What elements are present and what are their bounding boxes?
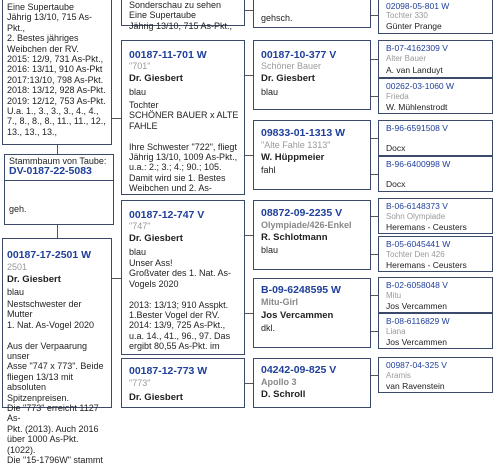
mother-name: 2501 [7,262,28,272]
anc-4-ring: B-96-6591508 V [386,123,448,133]
connector [371,375,378,376]
anc-5-ring: B-96-6400998 W [386,159,451,169]
connector [371,331,378,332]
dam-773-owner: Dr. Giesbert [129,392,183,403]
anc-8-ring: B-02-6058048 V [386,280,448,290]
sire-747-owner: Dr. Giesbert [129,233,183,244]
anc-1 [378,0,493,34]
schoener-bauer-box [253,40,371,110]
anc-3-ring: 00262-03-1060 W [386,81,455,91]
olympiade-enkel-name: Olympiade/426-Enkel [261,220,352,230]
connector [245,10,253,11]
mother-owner: Dr. Giesbert [7,274,61,285]
dam-773-ring: 00187-12-773 W [129,365,208,377]
anc-2-owner: A. van Landuyt [386,65,443,75]
anc-8-name: Mitu [386,291,402,300]
olympiade-enkel-owner: R. Schlotmann [261,232,328,243]
dam-701-name: "701" [129,61,151,71]
anc-2-name: Alter Bauer [386,54,427,63]
anc-6-owner: Heremans - Ceusters [386,222,467,232]
divider [5,180,113,181]
anc-1-name: Tochter 330 [386,11,428,20]
anc-6 [378,198,493,234]
top-notes: Sonderschau zu sehen Eine Supertaube Jährig 13/10, 715 As-Pkt., [129,0,233,31]
stammbaum-label: Stammbaum von Taube: [9,156,107,166]
subject-sex: geh. [9,204,27,214]
dam-773-box [121,358,245,408]
dam-701-owner: Dr. Giesbert [129,73,183,84]
alte-fahle-owner: W. Hüppmeier [261,152,325,163]
connector [245,383,253,384]
anc-3-name: Frieda [386,92,409,101]
anc-8-owner: Jos Vercammen [386,301,447,311]
apollo-box [253,358,371,408]
dam-701-notes: Tochter SCHÖNER BAUER x ALTE FAHLE Ihre Schwester "722", fliegt Jährig 13/10, 1009 As-Pkt., u.a.: 2.; 3.; 4.; 90.; 105. Damit wird sie 1. Bestes Weibchen und 2. As- [129,100,239,194]
alte-fahle-ring: 09833-01-1313 W [261,127,346,139]
dam-701-box [121,40,245,195]
connector [371,295,378,296]
grandmother-notes-box [2,0,112,145]
anc-5 [378,156,493,192]
connector [371,254,378,255]
anc-7-ring: B-05-6045441 W [386,239,451,249]
apollo-ring: 04242-09-825 V [261,364,337,376]
connector [371,59,378,60]
anc-3-owner: W. Mühlenstrodt [386,102,448,112]
apollo-owner: D. Schroll [261,389,306,400]
subject-ring-number: DV-0187-22-5083 [9,165,92,177]
mitu-girl-box [253,278,371,348]
alte-fahle-name: "Alte Fahle 1313" [261,140,331,150]
mitu-girl-owner: Jos Vercammen [261,310,334,321]
schoener-bauer-owner: Dr. Giesbert [261,73,315,84]
dam-701-ring: 00187-11-701 W [129,49,207,61]
connector [371,216,378,217]
olympiade-enkel-ring: 08872-09-2235 V [261,207,343,219]
olympiade-enkel-box [253,200,371,270]
connector [245,155,253,156]
top-notes-box [121,0,245,31]
connector [245,235,253,236]
anc-9-name: Liana [386,327,406,336]
connector [245,75,253,76]
anc-5-owner: Docx [386,179,406,189]
mother-color: blau [7,287,25,297]
anc-1-owner: Günter Prange [386,21,442,31]
anc-9-ring: B-08-6116829 W [386,316,450,326]
anc-2-ring: B-07-4162309 V [386,43,448,53]
col3-top-box [253,0,371,28]
sire-747-name: "747" [129,221,151,231]
connector [371,138,378,139]
anc-7 [378,236,493,272]
schoener-bauer-name: Schöner Bauer [261,61,322,71]
schoener-bauer-color: blau [261,87,279,97]
olympiade-enkel-color: blau [261,245,279,255]
mother-ring-number: 00187-17-2501 W [7,249,92,261]
anc-1-ring: 02098-05-801 W [386,1,450,11]
alte-fahle-box [253,120,371,190]
anc-10 [378,357,493,393]
anc-8 [378,277,493,313]
anc-3 [378,78,493,114]
apollo-name: Apollo 3 [261,377,297,387]
mother-notes: Nestschwester der Mutter 1. Nat. As-Vogel 2020 Aus der Verpaarung unser Asse "747 x 773". Beide fliegen 13/13 mit absoluten Spitzenpreisen. Die "773" erreicht 1127 As- Pkt. (2013). Auch 2016 über 1000 As-Pkt. (1022). Die "15-1796W" stammt [7,299,104,466]
anc-6-ring: B-06-6148373 V [386,201,448,211]
connector [371,174,378,175]
anc-10-ring: 00987-04-325 V [386,360,447,370]
mitu-girl-name: Mitu-Girl [261,297,298,307]
dam-701-color: blau [129,87,147,97]
anc-7-name: Tochter Den 426 [386,250,445,259]
sire-747-notes: Unser Ass! Großvater des 1. Nat. As- Vogels 2020 2013: 13/13; 910 Asspkt. 1.Bester Vogel der RV. 2014: 13/9, 725 As-Pkt., u.a. 14., 41., 96., 97. Das ergibt 80,55 As-Pkt. im [129,258,232,352]
anc-9-owner: Jos Vercammen [386,337,447,347]
sire-747-ring: 00187-12-747 V [129,209,205,221]
anc-10-name: Aramis [386,371,411,380]
grandmother-notes: Eine Supertaube Jährig 13/10, 715 As-Pkt., 2. Bestes jähriges Weibchen der RV. 2015: 12/9, 731 As-Pkt., 2016: 13/11, 910 As-Pkt 2017:13/10, 798 As-Pkt. 2018: 13/12, 928 As-Pkt. 2019: 12/12, 753 As-Pkt. U.a. 1., 3., 3., 3., 4., 4., 7., 8., 8., 8., 11., 11., 12., 13., 13., 13., [7,2,106,137]
anc-6-name: Sohn Olympiade [386,212,446,221]
connector [112,278,121,279]
anc-9 [378,313,493,349]
anc-2 [378,40,493,78]
alte-fahle-color: fahl [261,165,276,175]
mitu-girl-ring: B-09-6248595 W [261,284,341,296]
connector [371,15,378,16]
anc-10-owner: van Ravenstein [386,381,445,391]
connector [245,313,253,314]
anc-4 [378,120,493,156]
mother-box [2,238,112,466]
anc-4-owner: Docx [386,143,406,153]
dam-773-name: "773" [129,378,151,388]
col3-top-color: gehsch. [261,13,293,23]
schoener-bauer-ring: 00187-10-377 V [261,49,337,61]
sire-747-box [121,200,245,355]
connector [112,118,121,119]
connector [371,96,378,97]
connector [57,225,58,239]
pedigree-subject-box [4,154,114,225]
mitu-girl-color: dkl. [261,323,276,333]
sire-747-color: blau [129,247,147,257]
anc-7-owner: Heremans - Ceusters [386,260,467,270]
